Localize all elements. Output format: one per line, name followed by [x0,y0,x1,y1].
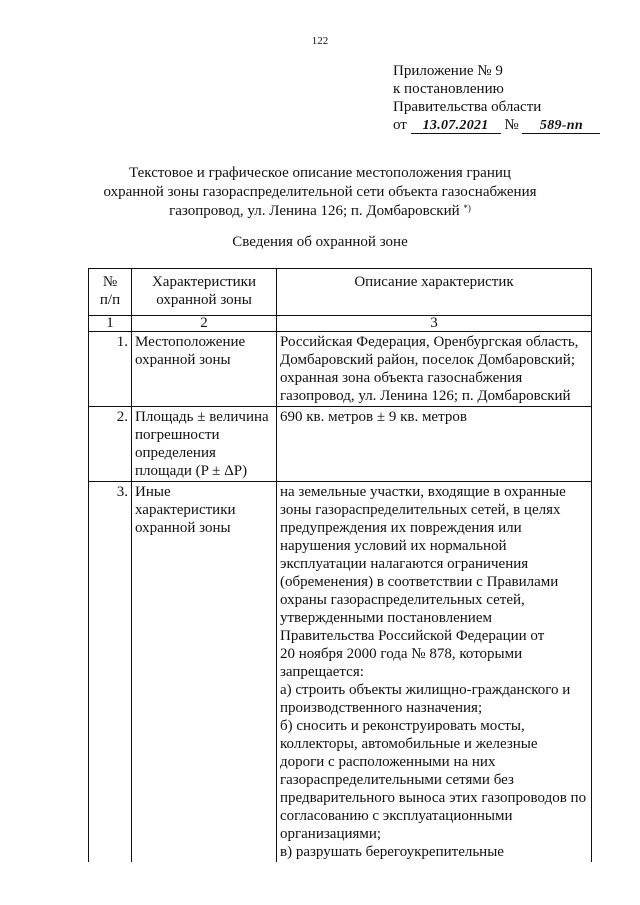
text-line: площади (P ± ΔP) [135,463,248,479]
column-number-row [89,316,592,332]
text-line: охранная зона объекта газоснабжения [280,370,523,386]
row-number: 2. [89,407,132,482]
row-description [277,482,592,863]
text-line: согласованию с эксплуатационными [280,808,513,824]
appendix-header [393,62,600,134]
header-text: Характеристики [151,274,257,290]
title-line-last [0,202,640,221]
text-line: охраны газораспределительных сетей, [280,592,525,608]
column-number: 1 [89,316,132,332]
page-number: 122 [311,35,329,47]
section-subtitle: Сведения об охранной зоне [232,234,408,250]
title-line: газопровод, ул. Ленина 126; п. Домбаровский [169,203,460,219]
number-label: № [504,117,519,133]
text-line: нарушения условий их нормальной [280,538,507,554]
text-line: газораспределительными сетями без [280,772,514,788]
row-characteristic [132,332,277,407]
protection-zone-table [88,268,592,862]
text-line: организациями; [280,826,382,842]
text-line: на земельные участки, входящие в охранные [280,484,566,500]
row-characteristic [132,482,277,863]
text-line: 690 кв. метров ± 9 кв. метров [280,409,467,425]
text-line: б) сносить и реконструировать мосты, [280,718,525,734]
title-line: Текстовое и графическое описание местоположения границ [129,165,511,181]
text-line: предупреждения их повреждения или [280,520,522,536]
text-line: Российская Федерация, Оренбургская область, [280,334,579,350]
header-text: п/п [99,292,121,308]
text-line: охранной зоны [135,520,231,536]
text-line: предварительного выноса этих газопроводов по [280,790,587,806]
header-text: охранной зоны [156,292,252,308]
text-line: (обременения) в соответствии с Правилами [280,574,559,590]
handwritten-number: 589-пп [522,118,600,134]
text-line: 20 ноября 2000 года № 878, которыми [280,646,523,662]
header-text: Описание характеристик [354,274,514,290]
title-line: охранной зоны газораспределительной сети объекта газоснабжения [103,184,537,200]
appendix-date-number-row [393,116,600,134]
table-row [89,407,592,482]
text-line: Местоположение [135,334,246,350]
text-line: Домбаровский район, поселок Домбаровский; [280,352,575,368]
row-number: 3. [89,482,132,863]
table-row [89,482,592,863]
text-line: производственного назначения; [280,700,483,716]
header-cell-characteristics [132,269,277,316]
table-row [89,332,592,407]
text-line: дороги с расположенными на них [280,754,496,770]
text-line: характеристики [135,502,236,518]
appendix-line: Правительства области [393,99,542,115]
table-header-row [89,269,592,316]
row-characteristic [132,407,277,482]
row-description [277,332,592,407]
text-line: эксплуатации налагаются ограничения [280,556,529,572]
text-line: а) строить объекты жилищно-гражданского и [280,682,571,698]
header-cell-description [277,269,592,316]
header-text: № [102,274,118,290]
text-line: запрещается: [280,664,364,680]
document-title [0,164,640,221]
text-line: зоны газораспределительных сетей, в целях [280,502,561,518]
text-line: Площадь ± величина [135,409,269,425]
appendix-line: к постановлению [393,81,504,97]
text-line: в) разрушать берегоукрепительные [280,844,504,860]
footnote-mark: *) [463,203,471,213]
handwritten-date: 13.07.2021 [411,118,501,134]
row-description [277,407,592,482]
appendix-line: Приложение № 9 [393,63,503,79]
text-line: Правительства Российской Федерации от [280,628,545,644]
text-line: Иные [135,484,171,500]
column-number: 2 [132,316,277,332]
text-line: определения [135,445,216,461]
text-line: утвержденными постановлением [280,610,492,626]
from-label: от [393,117,407,133]
header-cell-number [89,269,132,316]
text-line: газопровод, ул. Ленина 126; п. Домбаровский [280,388,571,404]
column-number: 3 [277,316,592,332]
text-line: охранной зоны [135,352,231,368]
row-number: 1. [89,332,132,407]
text-line: погрешности [135,427,220,443]
text-line: коллекторы, автомобильные и железные [280,736,538,752]
